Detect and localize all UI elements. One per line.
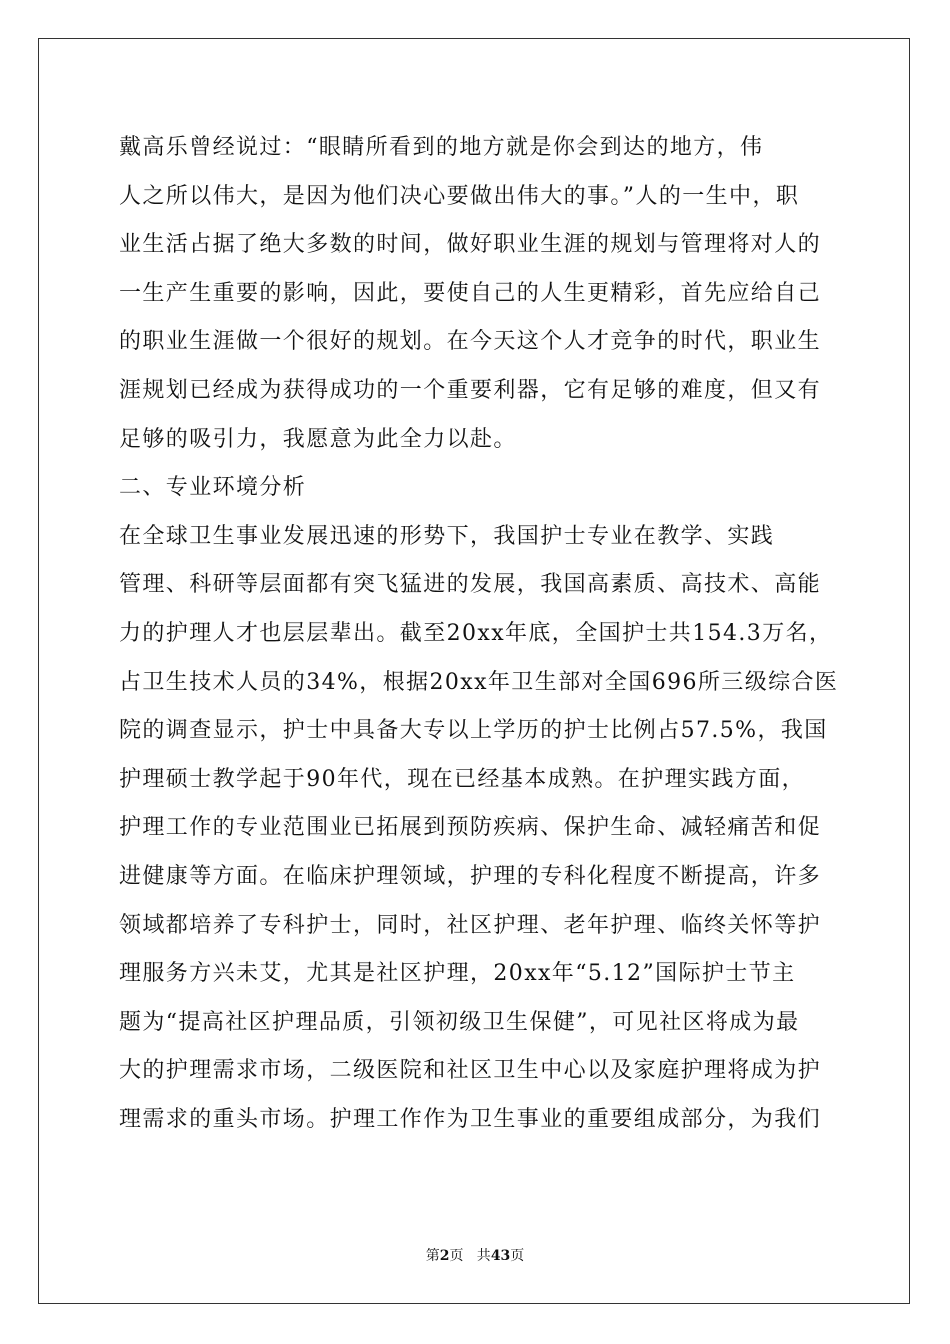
paragraph-line: 足够的吸引力，我愿意为此全力以赴。 [119,426,517,452]
footer-prefix: 第 [425,1248,440,1264]
paragraph-line: 业生活占据了绝大多数的时间，做好职业生涯的规划与管理将对人的 [119,232,822,258]
paragraph-line: 管理、科研等层面都有突飞猛进的发展，我国高素质、高技术、高能 [119,572,822,598]
paragraph-line: 护理硕士教学起于90年代，现在已经基本成熟。在护理实践方面， [119,766,805,792]
paragraph-line: 大的护理需求市场，二级医院和社区卫生中心以及家庭护理将成为护 [119,1058,822,1084]
paragraph-line: 护理工作的专业范围业已拓展到预防疾病、保护生命、减轻痛苦和促 [119,815,822,841]
footer-middle: 页 共 [449,1248,491,1264]
paragraph-line: 戴高乐曾经说过：“眼睛所看到的地方就是你会到达的地方，伟 [119,135,764,160]
current-page-number: 2 [439,1248,450,1264]
paragraph-line: 在全球卫生事业发展迅速的形势下，我国护士专业在教学、实践 [119,523,775,549]
paragraph-line: 进健康等方面。在临床护理领域，护理的专科化程度不断提高，许多 [119,863,822,889]
paragraph-line: 力的护理人才也层层辈出。截至20xx年底，全国护士共154.3万名， [119,620,833,646]
paragraph-line: 人之所以伟大，是因为他们决心要做出伟大的事。”人的一生中，职 [119,183,800,209]
paragraph-line: 占卫生技术人员的34%，根据20xx年卫生部对全国696所三级综合医 [119,669,839,695]
paragraph-line: 理服务方兴未艾，尤其是社区护理，20xx年“5.12”国际护士节主 [119,961,796,987]
paragraph-line: 的职业生涯做一个很好的规划。在今天这个人才竞争的时代，职业生 [119,329,822,355]
paragraph-line: 一生产生重要的影响，因此，要使自己的人生更精彩，首先应给自己 [119,280,822,306]
paragraph-line: 院的调查显示，护士中具备大专以上学历的护士比例占57.5%，我国 [119,718,828,744]
paragraph-line: 理需求的重头市场。护理工作作为卫生事业的重要组成部分，为我们 [119,1106,822,1132]
footer-suffix: 页 [510,1248,525,1264]
paragraph-line: 领域都培养了专科护士，同时，社区护理、老年护理、临终关怀等护 [119,912,822,938]
document-body [119,124,839,1144]
paragraph-line: 题为“提高社区护理品质，引领初级卫生保健”，可见社区将成为最 [119,1009,800,1035]
page-footer [0,1246,950,1266]
total-page-count: 43 [490,1248,511,1264]
paragraph-line: 涯规划已经成为获得成功的一个重要利器，它有足够的难度，但又有 [119,377,822,403]
section-heading: 二、专业环境分析 [119,475,307,501]
